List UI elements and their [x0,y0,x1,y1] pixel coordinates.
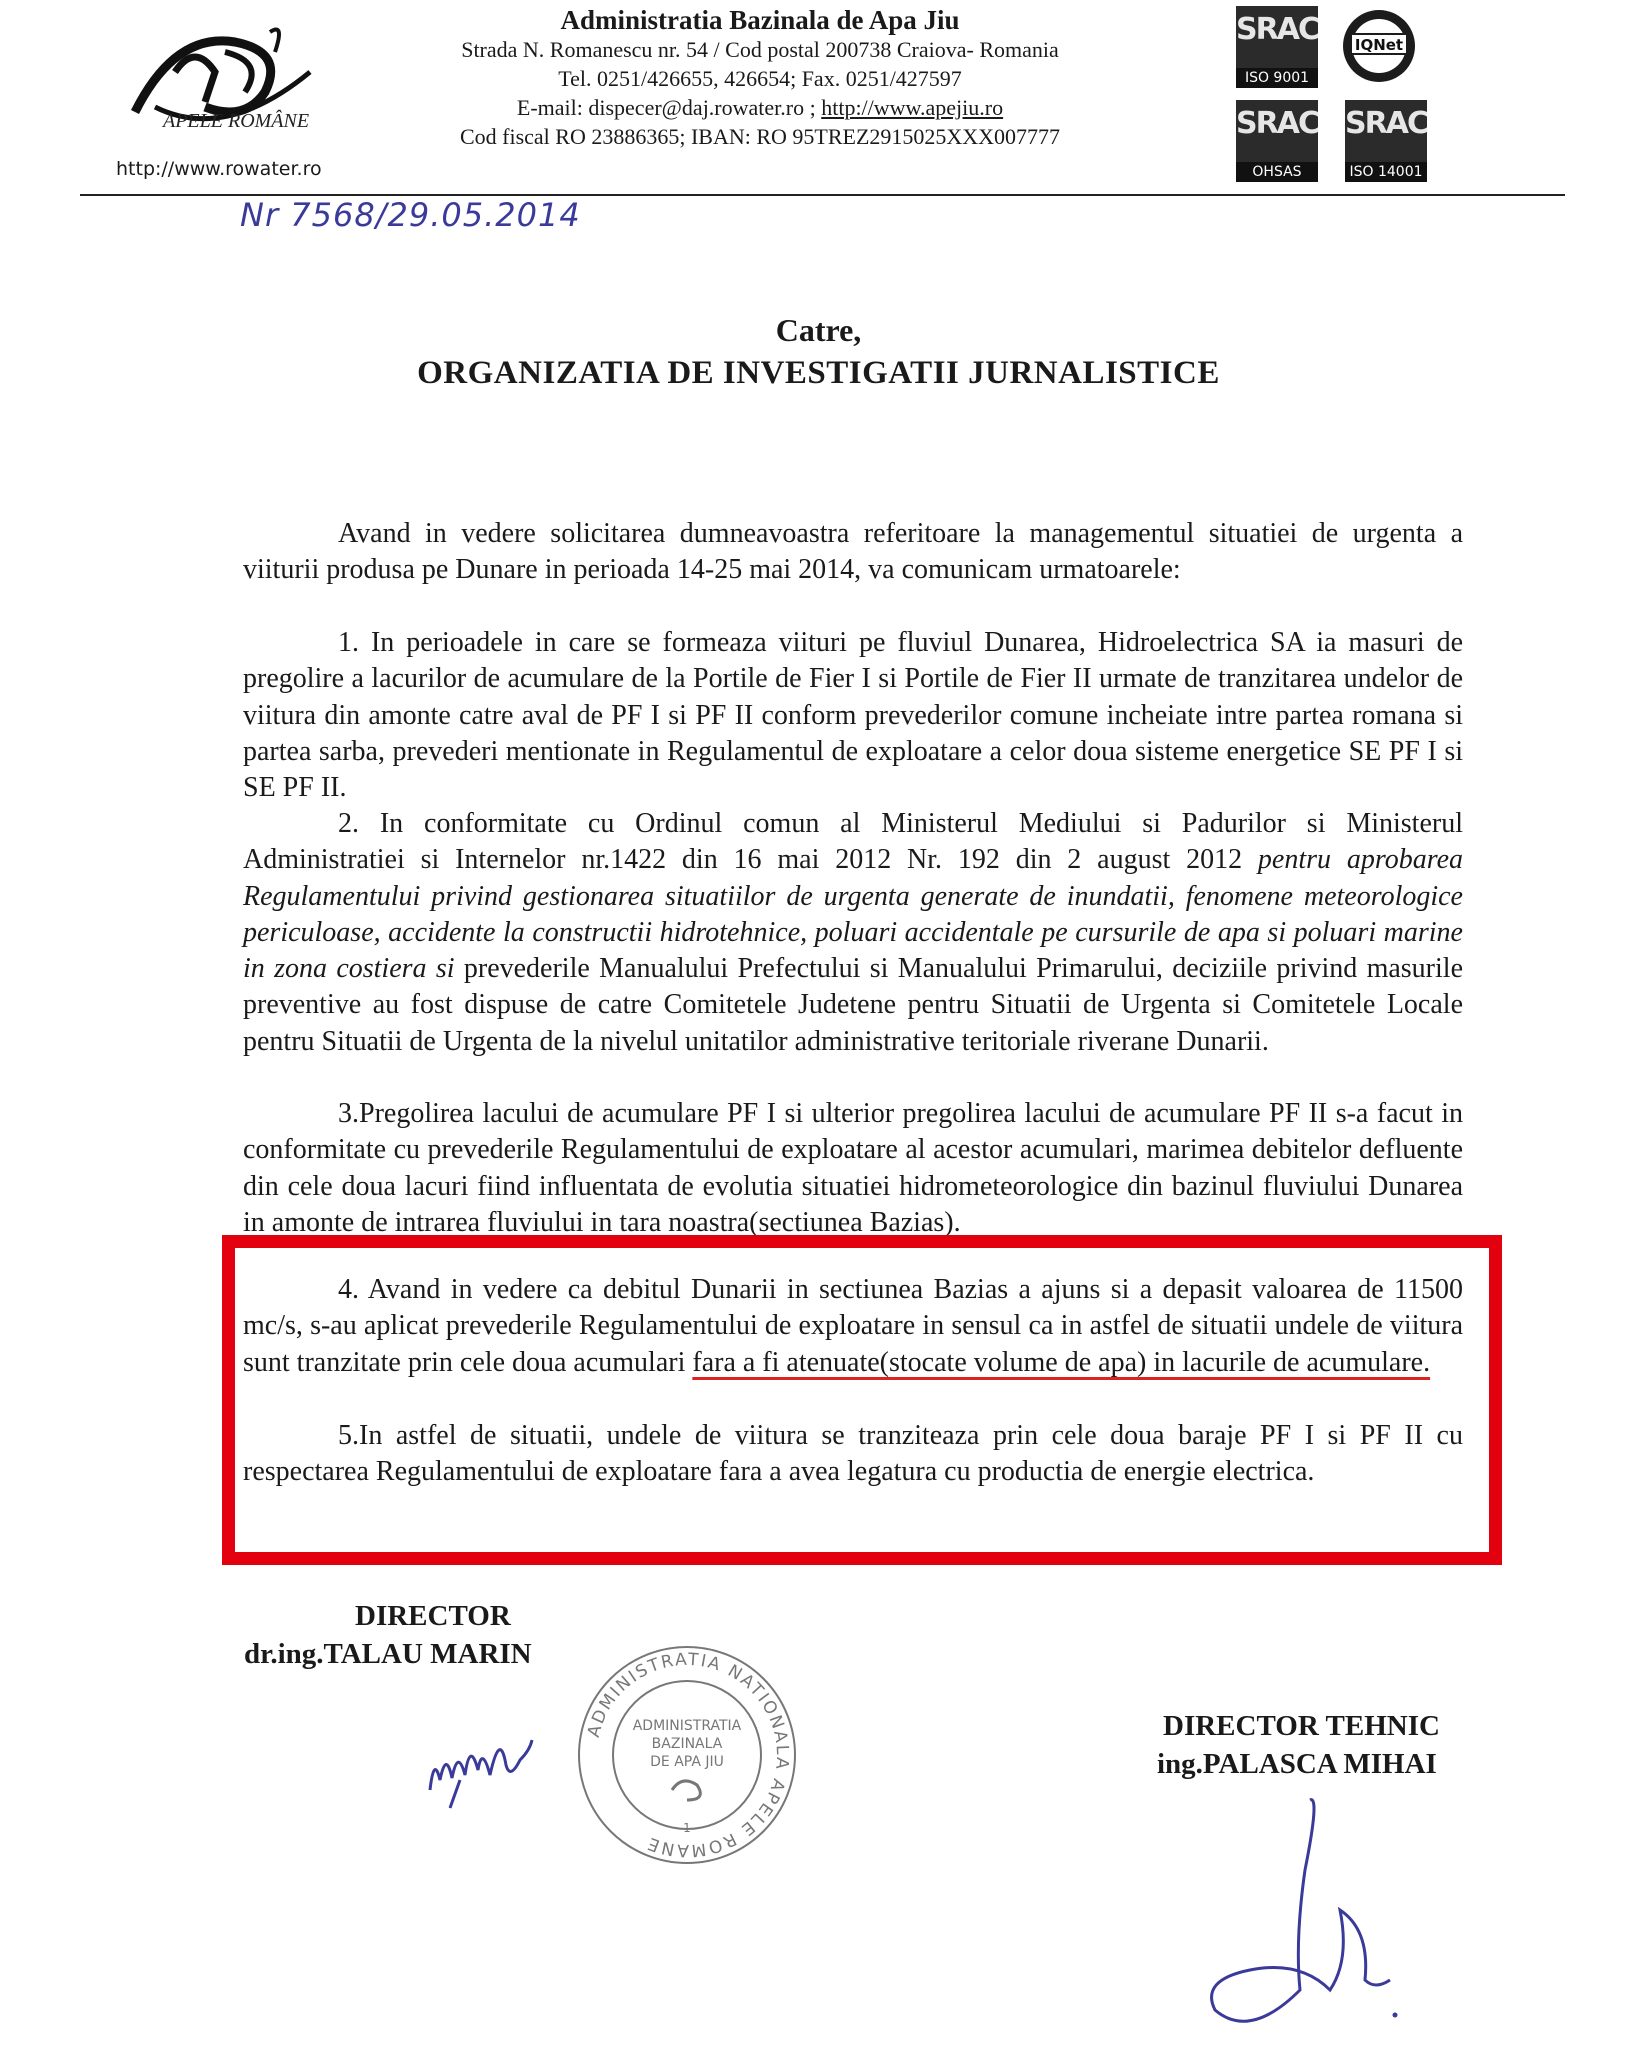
director-title: DIRECTOR [355,1600,511,1632]
tech-director-signature [1190,1790,1410,2040]
srac-mark: SRAC [1236,12,1318,47]
apele-romane-logo [115,12,325,162]
iqnet-text: IQNet [1354,36,1404,54]
salutation: Catre, [775,312,862,348]
paragraph-3 [243,1096,1463,1241]
iqnet-badge [1334,6,1424,86]
cert-label: OHSAS 18001 [1236,162,1318,182]
cert-label: ISO 9001 [1236,68,1318,88]
official-stamp [572,1640,802,1870]
intro-text: Avand in vedere solicitarea dumneavoastra referitoare la managementul situatiei de urgenta a viiturii produsa pe Dunare in perioada 14-25 mai 2014, va comunicam urmatoarele: [243,518,1463,586]
registration-number: Nr 7568/29.05.2014 [240,196,581,234]
paragraph-4-underlined: fara a fi atenuate(stocate volume de apa) in lacurile de acumulare. [692,1346,1431,1378]
cert-label: ISO 14001 [1345,162,1427,182]
paragraph-2-italic: pentru aprobarea Regulamentului privind gestionarea situatiilor de urgenta generate de inundatii, fenomene meteorologice periculoase, accidente la constructii hidrotehnice, poluari accidentale pe cursurile de apa si poluari marine in zona costiera si [243,844,1464,985]
highlight-box [222,1235,1502,1565]
logo-url: http://www.rowater.ro [116,158,322,180]
stamp-inner-1: ADMINISTRATIA [632,1718,742,1734]
stamp-inner-3: DE APA JIU [650,1754,724,1770]
director-signature [420,1720,540,1810]
paragraph-4-text: 4. Avand in vedere ca debitul Dunarii in sectiunea Bazias a ajuns si a depasit valoarea de 11500 mc/s, s-au aplicat prevederile Regulamentului de exploatare in sensul ca in astfel de situatii undele de viitura sunt tranzitate prin cele doua acumulari [243,1274,1463,1378]
email-line [380,93,1140,122]
letterhead [380,6,1140,151]
logo-text: APELE ROMÂNE [163,110,310,132]
stamp-inner-2: BAZINALA [651,1736,723,1752]
cert-badge-iso14001 [1345,100,1427,182]
cert-badge-ohsas18001 [1236,100,1318,200]
paragraph-2-tail: prevederile Manualului Prefectului si Manualului Primarului, deciziile privind masurile preventive au fost dispuse de catre Comitetele Judetene pentru Situatii de Urgenta si Comitetele Locale pentru Situatii de Urgenta de la nivelul unitatilor administrative teritoriale riverane Dunarii. [243,953,1463,1057]
paragraph-2 [243,806,1463,1060]
fiscal-line: Cod fiscal RO 23886365; IBAN: RO 95TREZ2915025XXX007777 [459,124,1061,149]
paragraph-5-text: 5.In astfel de situatii, undele de viitura se tranziteaza prin cele doua baraje PF I si PF II cu respectarea Regulamentului de exploatare fara a avea legatura cu productia de energie electrica. [243,1420,1463,1488]
paragraph-3-text: 3.Pregolirea lacului de acumulare PF I si ulterior pregolirea lacului de acumulare PF II s-a facut in conformitate cu prevederile Regulamentului de exploatare al acestor acumulari, marimea debitelor defluente din cele doua lacuri fiind influentata de evolutia situatiei hidrometeorologice din bazinul fluviului Dunarea in amonte de intrarea fluviului in tara noastra(sectiunea Bazias). [243,1098,1463,1238]
paragraph-2-text: 2. In conformitate cu Ordinul comun al Ministerul Mediului si Padurilor si Ministerul Administratiei si Internelor nr.1422 din 16 mai 2012 Nr. 192 din 2 august 2012 [243,808,1463,876]
stamp-number: 1 [683,1821,691,1835]
address-line: Strada N. Romanescu nr. 54 / Cod postal 200738 Craiova- Romania [461,37,1059,62]
email-text: E-mail: dispecer@daj.rowater.ro ; [516,95,822,120]
paragraph-1 [243,625,1463,806]
director-name: dr.ing.TALAU MARIN [244,1638,532,1670]
tech-director-title: DIRECTOR TEHNIC [1163,1710,1440,1742]
phone-line: Tel. 0251/426655, 426654; Fax. 0251/427597 [558,66,962,91]
website-link[interactable]: http://www.apejiu.ro [821,95,1004,120]
org-name: Administratia Bazinala de Apa Jiu [560,5,960,35]
srac-mark: SRAC [1236,106,1318,141]
intro-paragraph [243,516,1463,589]
srac-mark: SRAC [1345,106,1427,141]
tech-director-name: ing.PALASCA MIHAI [1157,1748,1437,1780]
addressee: ORGANIZATIA DE INVESTIGATII JURNALISTICE [417,355,1220,391]
stamp-outer-text: ADMINISTRATIA NATIONALA APELE ROMANE [583,1649,793,1861]
paragraph-1-text: 1. In perioadele in care se formeaza viituri pe fluviul Dunarea, Hidroelectrica SA ia masuri de pregolire a lacurilor de acumulare de la Portile de Fier I si Portile de Fier II urmate de tranzitarea undelor de viitura din amonte catre aval de PF I si PF II conform prevederilor comune incheiate intre partea romana si partea sarba, prevederi mentionate in Regulamentul de exploatare a celor doua sisteme energetice SE PF I si SE PF II. [243,627,1463,804]
cert-badge-iso9001 [1236,6,1318,88]
